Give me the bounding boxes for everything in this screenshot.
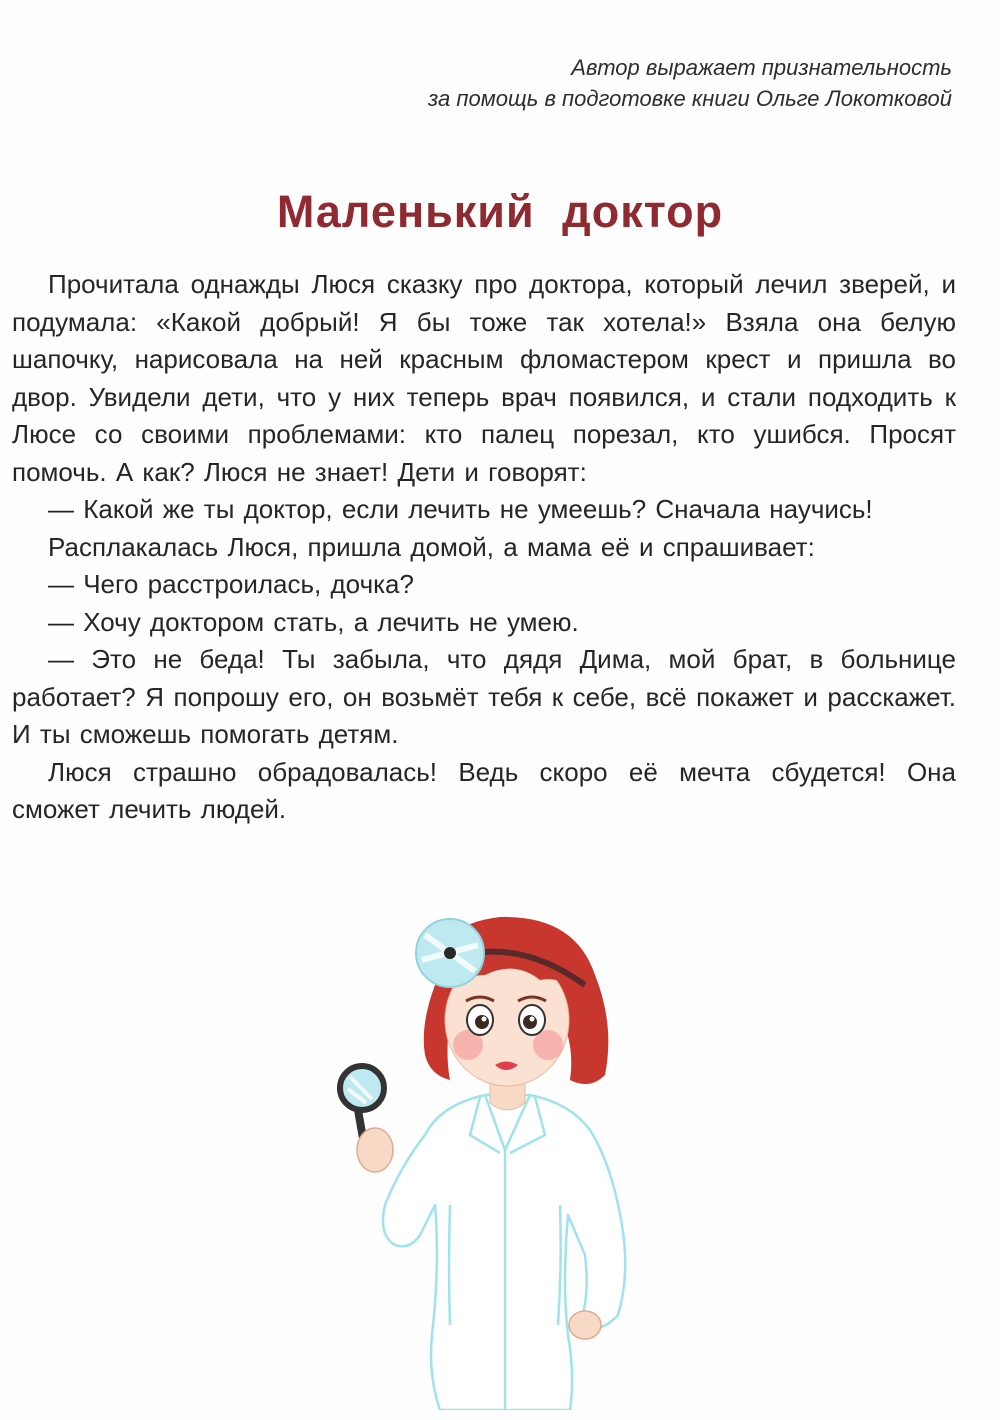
magnifier-icon bbox=[340, 1066, 393, 1172]
story-paragraph-5: — Хочу доктором стать, а лечить не умею. bbox=[48, 606, 579, 637]
story-text bbox=[12, 266, 956, 829]
story-paragraph-3: Расплакалась Люся, пришла домой, а мама её и спрашивает: bbox=[48, 531, 815, 562]
story-title: Маленький доктор bbox=[276, 186, 724, 237]
doctor-coat bbox=[383, 1095, 625, 1410]
acknowledgement-line-2: за помощь в подготовке книги Ольге Локотковой bbox=[428, 86, 952, 111]
head-mirror-icon bbox=[416, 919, 484, 987]
acknowledgement bbox=[428, 52, 952, 114]
story-paragraph-7: Люся страшно обрадовалась! Ведь скоро её мечта сбудется! Она сможет лечить людей. bbox=[12, 756, 956, 824]
story-paragraph-4: — Чего расстроилась, дочка? bbox=[48, 569, 414, 599]
story-paragraph-6: — Это не беда! Ты забыла, что дядя Дима, мой брат, в больнице работает? Я попрошу его, он возьмёт тебя к себе, всё покажет и расскажет. И ты сможешь помогать детям. bbox=[12, 644, 956, 749]
girl-doctor-illustration bbox=[300, 905, 700, 1410]
story-paragraph-2: — Какой же ты доктор, если лечить не умеешь? Сначала научись! bbox=[48, 494, 873, 524]
story-paragraph-1: Прочитала однажды Люся сказку про доктора, который лечил зверей, и подумала: «Какой добрый! Я бы тоже так хотела!» Взяла она белую шапочку, нарисовала на ней красным фломастером крест и пришла во двор. Увидели дети, что у них теперь врач появился, и стали подходить к Люсе со своими проблемами: кто палец порезал, кто ушибся. Просят помочь. А как? Люся не знает! Дети и говорят: bbox=[12, 269, 956, 487]
acknowledgement-line-1: Автор выражает признательность bbox=[571, 55, 952, 80]
right-hand bbox=[569, 1311, 601, 1339]
